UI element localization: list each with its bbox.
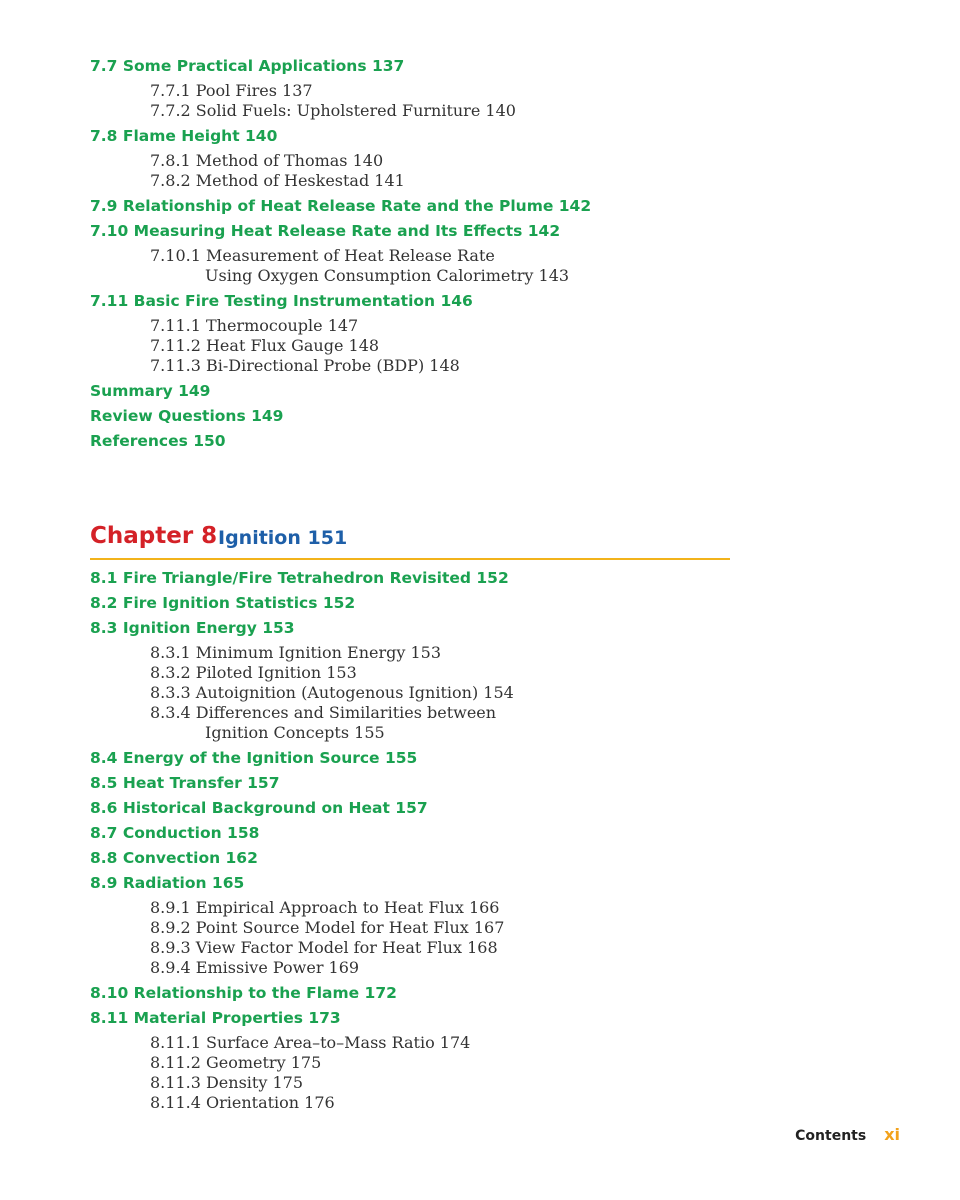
toc-subsection-entry: Using Oxygen Consumption Calorimetry 143 [205,266,570,285]
toc-subsection-entry: 8.11.1 Surface Area–to–Mass Ratio 174 [150,1033,471,1052]
toc-subsection-entry: 7.7.1 Pool Fires 137 [150,81,313,100]
toc-subsection-entry: 8.3.3 Autoignition (Autogenous Ignition) 154 [150,683,514,702]
toc-subsection-entry: 7.11.1 Thermocouple 147 [150,316,359,335]
toc-subsection-entry: 8.9.1 Empirical Approach to Heat Flux 166 [150,898,500,917]
toc-section-entry: 8.11 Material Properties 173 [90,1009,341,1027]
toc-section-entry: 7.10 Measuring Heat Release Rate and Its Effects 142 [90,222,561,240]
toc-subsection-entry: 8.3.1 Minimum Ignition Energy 153 [150,643,442,662]
toc-section-entry: Review Questions 149 [90,407,284,425]
toc-section-entry: 7.11 Basic Fire Testing Instrumentation 146 [90,292,473,310]
toc-section-entry: 8.7 Conduction 158 [90,824,260,842]
toc-subsection-entry: 8.9.3 View Factor Model for Heat Flux 168 [150,938,498,957]
toc-subsection-entry: 8.9.4 Emissive Power 169 [150,958,360,977]
toc-subsection-entry: 8.3.4 Differences and Similarities between [150,703,497,722]
toc-subsection-entry: 7.11.3 Bi-Directional Probe (BDP) 148 [150,356,460,375]
toc-section-entry: References 150 [90,432,226,450]
toc-subsection-entry: 7.11.2 Heat Flux Gauge 148 [150,336,380,355]
toc-section-entry: 8.10 Relationship to the Flame 172 [90,984,397,1002]
toc-section-entry: 8.9 Radiation 165 [90,874,245,892]
toc-section-entry: 8.5 Heat Transfer 157 [90,774,280,792]
toc-subsection-entry: 8.11.3 Density 175 [150,1073,303,1092]
toc-section-entry: 8.8 Convection 162 [90,849,258,867]
toc-section-entry: 8.2 Fire Ignition Statistics 152 [90,594,356,612]
toc-section-entry: 8.1 Fire Triangle/Fire Tetrahedron Revisited 152 [90,569,509,587]
toc-subsection-entry: 7.8.1 Method of Thomas 140 [150,151,384,170]
toc-section-entry: 8.6 Historical Background on Heat 157 [90,799,428,817]
toc-section-entry: 7.9 Relationship of Heat Release Rate and the Plume 142 [90,197,592,215]
toc-subsection-entry: 7.8.2 Method of Heskestad 141 [150,171,405,190]
toc-section-entry: 7.8 Flame Height 140 [90,127,278,145]
page-number: xi [884,1125,900,1144]
toc-subsection-entry: 8.9.2 Point Source Model for Heat Flux 167 [150,918,505,937]
chapter-rule [90,558,730,560]
chapter-title: Ignition 151 [218,527,348,549]
toc-subsection-entry: 7.10.1 Measurement of Heat Release Rate [150,246,495,265]
toc-subsection-entry: 8.11.4 Orientation 176 [150,1093,335,1112]
running-footer-label: Contents [795,1128,867,1144]
chapter-label: Chapter 8 [90,523,218,549]
toc-subsection-entry: Ignition Concepts 155 [205,723,385,742]
toc-subsection-entry: 7.7.2 Solid Fuels: Upholstered Furniture 140 [150,101,516,120]
toc-section-entry: 8.3 Ignition Energy 153 [90,619,295,637]
toc-subsection-entry: 8.11.2 Geometry 175 [150,1053,322,1072]
page-footer [795,1124,900,1147]
toc-subsection-entry: 8.3.2 Piloted Ignition 153 [150,663,357,682]
toc-section-entry: 8.4 Energy of the Ignition Source 155 [90,749,418,767]
toc-section-entry: Summary 149 [90,382,211,400]
toc-section-entry: 7.7 Some Practical Applications 137 [90,57,405,75]
